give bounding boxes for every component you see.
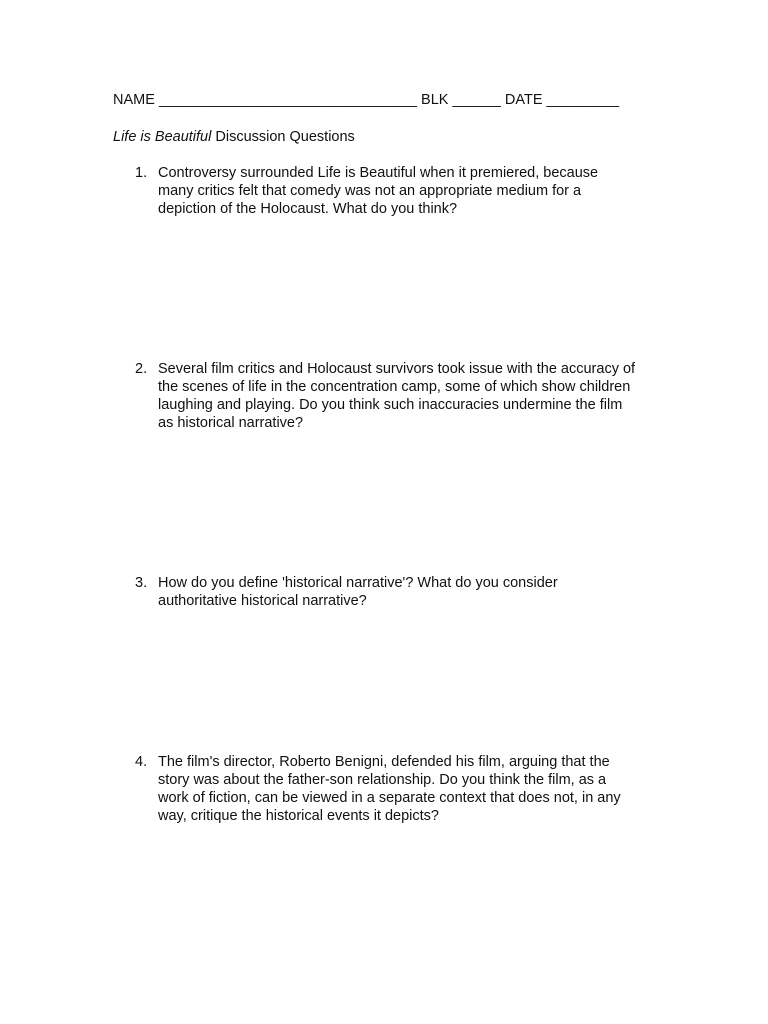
- question-text: [158, 164, 678, 218]
- question-line: laughing and playing. Do you think such inaccuracies undermine the film: [158, 397, 623, 413]
- date-label: DATE: [504, 92, 543, 108]
- question-line: How do you define 'historical narrative'? What do you consider: [158, 575, 558, 591]
- header-fields: [113, 92, 619, 108]
- question-text: [158, 574, 678, 610]
- question-line: the scenes of life in the concentration camp, some of which show children: [158, 379, 631, 395]
- title-film-name: Life is Beautiful: [113, 129, 212, 145]
- name-blank: ________________________________: [158, 92, 417, 108]
- question-text: [158, 360, 678, 432]
- question-number: 4.: [135, 754, 148, 770]
- question-line: depiction of the Holocaust. What do you think?: [158, 201, 458, 217]
- question-text: [158, 753, 678, 825]
- question-4: [135, 753, 675, 833]
- question-number: 1.: [135, 165, 148, 181]
- blk-blank: ______: [452, 92, 501, 108]
- question-line: authoritative historical narrative?: [158, 593, 367, 609]
- question-line: story was about the father-son relationship. Do you think the film, as a: [158, 772, 607, 788]
- question-line: Several film critics and Holocaust survivors took issue with the accuracy of: [158, 361, 636, 377]
- name-label: NAME: [113, 92, 155, 108]
- page-title: [113, 129, 355, 145]
- question-line: many critics felt that comedy was not an appropriate medium for a: [158, 183, 582, 199]
- question-number: 3.: [135, 575, 148, 591]
- question-line: work of fiction, can be viewed in a separate context that does not, in any: [158, 790, 621, 806]
- question-number: 2.: [135, 361, 148, 377]
- title-rest: Discussion Questions: [211, 129, 355, 145]
- question-line: as historical narrative?: [158, 415, 304, 431]
- question-1: [135, 164, 675, 224]
- question-line: The film's director, Roberto Benigni, defended his film, arguing that the: [158, 754, 610, 770]
- question-line: way, critique the historical events it depicts?: [158, 808, 440, 824]
- date-blank: _________: [546, 92, 620, 108]
- question-3: [135, 574, 675, 614]
- blk-label: BLK: [421, 92, 449, 108]
- question-2: [135, 360, 675, 440]
- question-line: Controversy surrounded Life is Beautiful when it premiered, because: [158, 165, 599, 181]
